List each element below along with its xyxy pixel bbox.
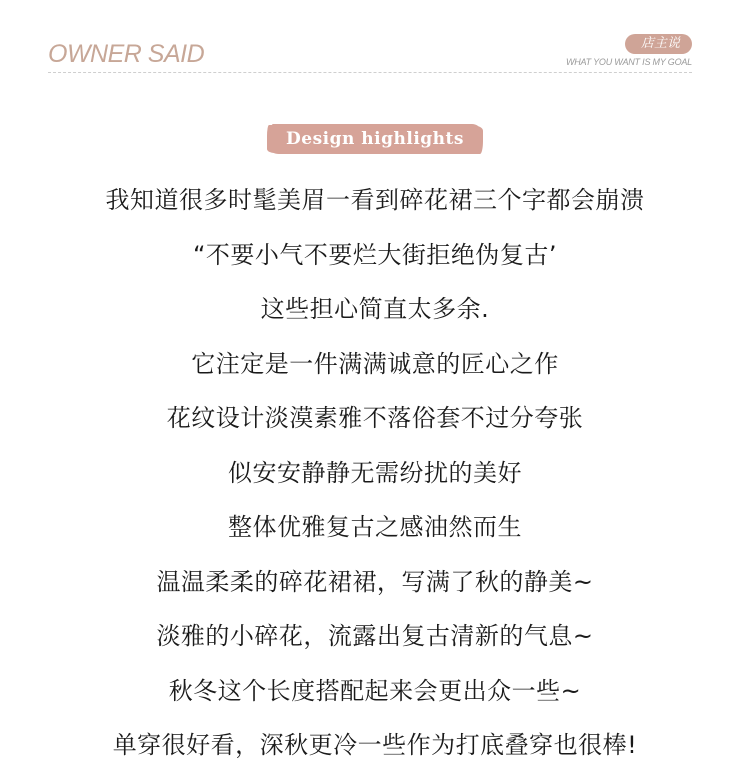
description-line: 它注定是一件满满诚意的匠心之作 [191, 349, 559, 378]
description-line: 单穿很好看，深秋更冷一些作为打底叠穿也很棒! [112, 731, 638, 759]
description-line: 整体优雅复古之感油然而生 [228, 513, 522, 541]
section-label: Design highlights [270, 124, 480, 154]
description-line: 淡雅的小碎花，流露出复古清新的气息~ [156, 622, 594, 650]
header-badge: 店主说 [625, 34, 692, 54]
header-right [566, 32, 692, 67]
description-line: 似安安静静无需纷扰的美好 [228, 458, 522, 487]
description-line: 花纹设计淡漠素雅不落俗套不过分夸张 [166, 404, 584, 432]
description-line: 温温柔柔的碎花裙裙，写满了秋的静美~ [156, 567, 594, 596]
description-line: “不要小气不要烂大街拒绝伪复古’ [192, 240, 558, 269]
header-slogan: WHAT YOU WANT IS MY GOAL [565, 57, 692, 67]
description-line: 我知道很多时髦美眉一看到碎花裙三个字都会崩溃 [105, 186, 645, 214]
header-title: OWNER SAID [48, 40, 205, 68]
header-divider [48, 72, 692, 73]
description-line: 秋冬这个长度搭配起来会更出众一些~ [168, 676, 582, 705]
description-line: 这些担心简直太多余. [260, 295, 490, 323]
description-lines [0, 178, 750, 778]
section-label-wrap [0, 124, 750, 154]
